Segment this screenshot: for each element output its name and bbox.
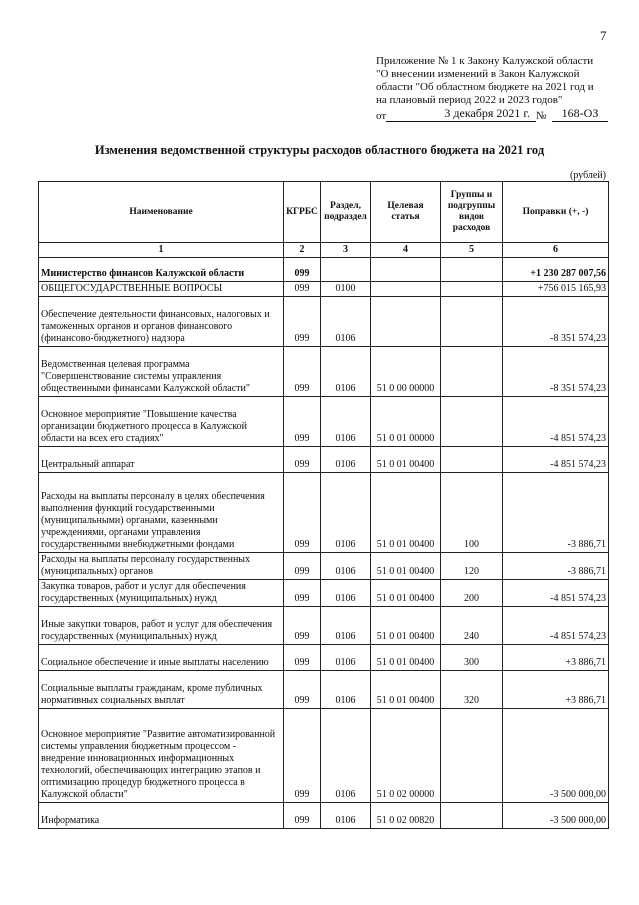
table-row [39,297,609,347]
header-target: Целевая статья [371,182,441,243]
number-label: № [536,110,547,122]
cell-amount: -4 851 574,23 [503,397,609,447]
cell-amount: -4 851 574,23 [503,580,609,607]
cell-section: 0106 [321,347,371,397]
cell-kgrbs: 099 [284,709,321,803]
cell-name: Обеспечение деятельности финансовых, налоговых и таможенных органов и органов финансового (финансово-бюджетного) надзора [39,297,284,347]
cell-target: 51 0 00 00000 [371,347,441,397]
cell-name: Центральный аппарат [39,447,284,473]
cell-kgrbs: 099 [284,447,321,473]
cell-kgrbs: 099 [284,645,321,671]
cell-section: 0106 [321,607,371,645]
cell-amount: -3 886,71 [503,553,609,580]
cell-kgrbs: 099 [284,671,321,709]
cell-group [441,297,503,347]
cell-section: 0106 [321,297,371,347]
page-number: 7 [600,28,607,43]
cell-target [371,258,441,282]
cell-target: 51 0 01 00400 [371,671,441,709]
cell-group: 120 [441,553,503,580]
cell-name: Иные закупки товаров, работ и услуг для обеспечения государственных (муниципальных) нужд [39,607,284,645]
column-number: 2 [284,243,321,258]
cell-amount: +1 230 287 007,56 [503,258,609,282]
cell-target: 51 0 01 00400 [371,580,441,607]
cell-amount: +756 015 165,93 [503,282,609,297]
cell-group [441,803,503,829]
cell-target: 51 0 01 00400 [371,553,441,580]
cell-amount: -3 500 000,00 [503,709,609,803]
cell-target: 51 0 01 00400 [371,447,441,473]
cell-amount: +3 886,71 [503,645,609,671]
budget-table [38,181,609,829]
law-number: 168-ОЗ [552,106,608,122]
header-group: Группы и подгруппы видов расходов [441,182,503,243]
column-number: 6 [503,243,609,258]
cell-kgrbs: 099 [284,397,321,447]
cell-name: Расходы на выплаты персоналу в целях обеспечения выполнения функций государственными (муниципальными) органами, казенными учреждениями, органами управления государственными внебюджетными фондами [39,473,284,553]
cell-target: 51 0 01 00000 [371,397,441,447]
cell-name: Социальное обеспечение и иные выплаты населению [39,645,284,671]
cell-name: Закупка товаров, работ и услуг для обеспечения государственных (муниципальных) нужд [39,580,284,607]
cell-kgrbs: 099 [284,580,321,607]
table-row [39,580,609,607]
header-name: Наименование [39,182,284,243]
cell-name: Основное мероприятие "Развитие автоматизированной системы управления бюджетным процессом - внедрение инновационных информационных технологий, обеспечивающих интеграцию этапов и оптимизацию процедур бюджетного процесса в Калужской области" [39,709,284,803]
cell-target [371,297,441,347]
annex-line: области "Об областном бюджете на 2021 год и [376,81,594,93]
cell-kgrbs: 099 [284,297,321,347]
cell-target: 51 0 02 00820 [371,803,441,829]
law-signature-line [376,106,610,124]
cell-kgrbs: 099 [284,607,321,645]
header-section: Раздел, подраздел [321,182,371,243]
cell-name: Информатика [39,803,284,829]
table-row [39,282,609,297]
cell-kgrbs: 099 [284,553,321,580]
units-label: (рублей) [570,170,607,181]
cell-target: 51 0 02 00000 [371,709,441,803]
cell-section: 0106 [321,397,371,447]
cell-kgrbs: 099 [284,347,321,397]
cell-group [441,709,503,803]
cell-amount: -4 851 574,23 [503,607,609,645]
annex-line: "О внесении изменений в Закон Калужской [376,68,580,80]
cell-section: 0106 [321,671,371,709]
column-number: 1 [39,243,284,258]
cell-amount: -3 886,71 [503,473,609,553]
cell-kgrbs: 099 [284,473,321,553]
cell-group [441,347,503,397]
table-row [39,607,609,645]
cell-group: 240 [441,607,503,645]
cell-target: 51 0 01 00400 [371,607,441,645]
table-row [39,671,609,709]
cell-kgrbs: 099 [284,282,321,297]
header-amount: Поправки (+, -) [503,182,609,243]
cell-section: 0106 [321,709,371,803]
cell-group: 100 [441,473,503,553]
cell-name: ОБЩЕГОСУДАРСТВЕННЫЕ ВОПРОСЫ [39,282,284,297]
cell-group: 200 [441,580,503,607]
annex-reference [376,55,610,107]
column-number: 3 [321,243,371,258]
cell-amount: -8 351 574,23 [503,297,609,347]
table-row [39,397,609,447]
cell-section: 0106 [321,803,371,829]
cell-group [441,258,503,282]
cell-kgrbs: 099 [284,258,321,282]
table-row [39,553,609,580]
cell-section: 0106 [321,447,371,473]
cell-section: 0106 [321,645,371,671]
cell-name: Расходы на выплаты персоналу государственных (муниципальных) органов [39,553,284,580]
table-row [39,645,609,671]
table-row [39,258,609,282]
cell-target [371,282,441,297]
cell-target: 51 0 01 00400 [371,645,441,671]
cell-amount: +3 886,71 [503,671,609,709]
cell-group [441,397,503,447]
law-date: 3 декабря 2021 г. [386,106,536,122]
cell-amount: -8 351 574,23 [503,347,609,397]
cell-kgrbs: 099 [284,803,321,829]
annex-line: Приложение № 1 к Закону Калужской области [376,55,594,67]
column-number: 4 [371,243,441,258]
cell-name: Социальные выплаты гражданам, кроме публичных нормативных социальных выплат [39,671,284,709]
table-row [39,709,609,803]
cell-section: 0100 [321,282,371,297]
cell-group: 300 [441,645,503,671]
cell-group [441,282,503,297]
header-kgrbs: КГРБС [284,182,321,243]
cell-group [441,447,503,473]
cell-name: Ведомственная целевая программа "Совершенствование системы управления общественными финансами Калужской области" [39,347,284,397]
cell-section: 0106 [321,473,371,553]
cell-group: 320 [441,671,503,709]
annex-line: на плановый период 2022 и 2023 годов" [376,94,563,106]
cell-section: 0106 [321,553,371,580]
cell-target: 51 0 01 00400 [371,473,441,553]
cell-amount: -3 500 000,00 [503,803,609,829]
cell-section: 0106 [321,580,371,607]
cell-amount: -4 851 574,23 [503,447,609,473]
column-number: 5 [441,243,503,258]
document-title: Изменения ведомственной структуры расходов областного бюджета на 2021 год [94,143,545,157]
table-row [39,347,609,397]
table-row [39,447,609,473]
cell-section [321,258,371,282]
table-row [39,803,609,829]
cell-name: Министерство финансов Калужской области [39,258,284,282]
table-row [39,473,609,553]
from-label: от [376,110,387,122]
cell-name: Основное мероприятие "Повышение качества организации бюджетного процесса в Калужской области на всех его стадиях" [39,397,284,447]
